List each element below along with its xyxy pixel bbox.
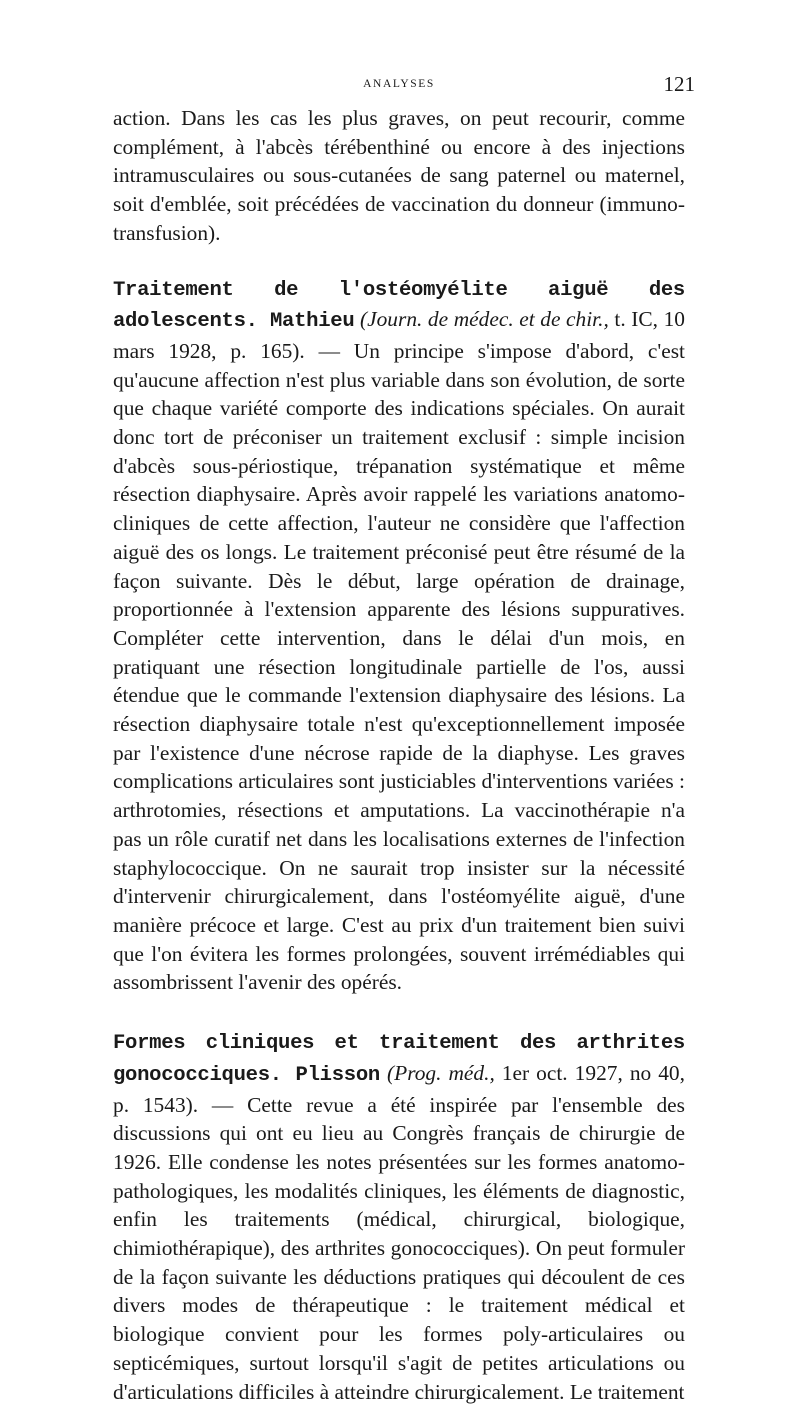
article-title: Traitement de l'ostéomyélite aiguë des adolescents. Mathieu	[113, 278, 685, 334]
article-citation-journal: (Journ. de médec. et de chir.,	[359, 307, 609, 332]
article-arthrites	[113, 1027, 685, 1406]
document-page	[113, 72, 695, 1406]
article-ostéomyélite	[113, 274, 685, 998]
article-body: — Un principe s'impose d'abord, c'est qu'aucune affection n'est plus variable dans son évolution, de sorte que chaque variété comporte des indications spéciales. On aurait donc tort de préconiser un traitement exclusif : simple incision d'abcès sous-périostique, trépanation systématique et même résection diaphysaire. Après avoir rappelé les variations anatomo-cliniques de cette affection, l'auteur ne considère que l'affection aiguë des os longs. Le traitement préconisé peut être résumé de la façon suivante. Dès le début, large opération de drainage, proportionnée à l'extension apparente des lésions suppuratives. Compléter cette intervention, dans le délai d'un mois, en pratiquant une résection longitudinale partielle de l'os, aussi étendue que le commande l'extension diaphysaire des lésions. La résection diaphysaire totale n'est qu'exceptionnellement imposée par l'existence d'une nécrose rapide de la diaphyse. Les graves complications articulaires sont justiciables d'interventions variées : arthrotomies, résections et amputations. La vaccinothérapie n'a pas un rôle curatif net dans les localisations externes de l'infection staphylococcique. On ne saurait trop insister sur la nécessité d'intervenir chirurgicalement, dans l'ostéomyélite aiguë, d'une manière précoce et large. C'est au prix d'un traitement bien suivi que l'on évitera les formes prolongées, souvent irrémédiables qui assombrissent l'avenir des opérés.	[113, 338, 685, 995]
article-title: Formes cliniques et traitement des arthrites gonococciques. Plisson	[113, 1032, 685, 1087]
article-citation-details: 1er oct. 1927, no 40, p. 1543).	[113, 1060, 685, 1117]
running-title: ANALYSES	[363, 78, 435, 90]
page-number: 121	[663, 72, 695, 96]
article-citation-journal: (Prog. méd.,	[387, 1060, 495, 1085]
article-citation-details: t. IC, 10 mars 1928, p. 165).	[113, 307, 685, 363]
intro-paragraph: action. Dans les cas les plus graves, on peut recourir, comme complément, à l'abcès térébenthiné ou encore à des injections intramusculaires ou sous-cutanées de sang paternel ou maternel, soit d'emblée, soit précédées de vaccination du donneur (immuno-transfusion).	[113, 106, 685, 245]
article-body: — Cette revue a été inspirée par l'ensemble des discussions qui ont eu lieu au Congrès français de chirurgie de 1926. Elle condense les notes présentées sur les formes anatomo-pathologiques, les modalités cliniques, les éléments de diagnostic, enfin les traitements (médical, chirurgical, biologique, chimiothérapique), des arthrites gonococciques). On peut formuler de la façon suivante les déductions pratiques qui découlent de ces divers modes de thérapeutique : le traitement médical et biologique convient pour les formes poly-articulaires ou septicémiques, surtout lorsqu'il s'agit de petites articulations ou d'articulations difficiles à atteindre chirurgicalement. Le traitement	[113, 1092, 685, 1404]
page-header	[113, 72, 695, 104]
